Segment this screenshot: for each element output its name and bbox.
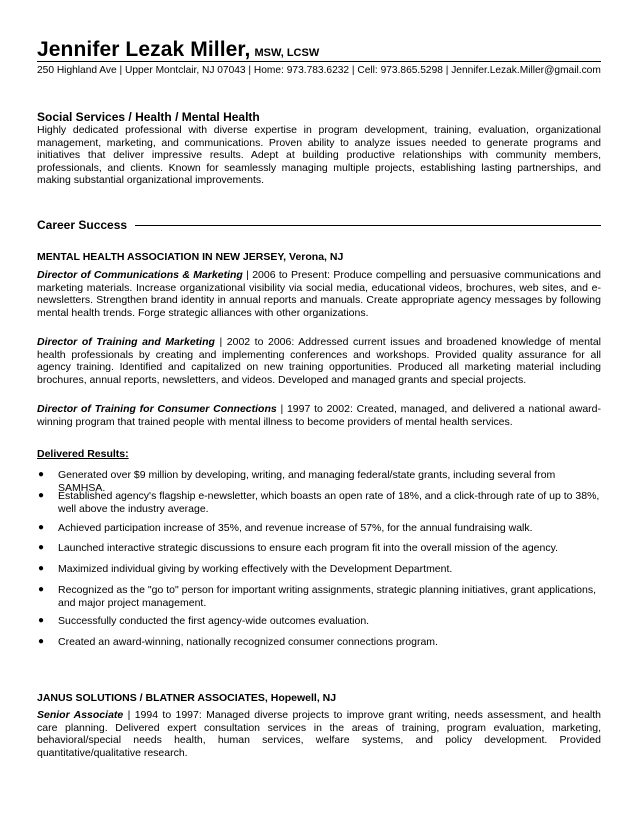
bullet-icon: ● — [38, 469, 45, 480]
career-rule — [135, 225, 601, 226]
result-text: Established agency's flagship e-newsletter, which boasts an open rate of 18%, and a click-through rate of up to 38%, well above the industry average. — [58, 490, 600, 515]
list-item — [37, 584, 601, 609]
list-item — [37, 563, 601, 576]
credentials: MSW, LCSW — [254, 47, 320, 59]
bullet-icon: ● — [38, 542, 45, 553]
role-description: 1994 to 1997: Managed diverse projects to improve grant writing, needs assessment, and health care planning. Delivered expert consultation services in the areas of training, program evaluation, marketing, behavioral/special needs health, human services, welfare systems, and policy development. Provided quantitative/qualitative research. — [37, 709, 602, 759]
role-separator: | — [276, 403, 287, 415]
role-separator: | — [214, 336, 227, 348]
result-text: Successfully conducted the first agency-wide outcomes evaluation. — [58, 615, 370, 627]
role-description: 2006 to Present: Produce compelling and persuasive communications and marketing materials. Increase organizational visibility via social media, educational videos, brochures, web sites, and e-newsletters. Strengthen brand identity in annual reports and manuals. Create appropriate agency messages by following mental health trends. Forge strategic alliances with other organizations. — [37, 269, 601, 319]
org-heading: JANUS SOLUTIONS / BLATNER ASSOCIATES, Hopewell, NJ — [37, 692, 337, 704]
list-item — [37, 542, 601, 555]
bullet-icon: ● — [38, 636, 45, 647]
bullet-icon: ● — [38, 490, 45, 501]
bullet-icon: ● — [38, 522, 45, 533]
header-rule — [37, 61, 601, 62]
list-item — [37, 636, 601, 649]
role-title: Senior Associate — [37, 709, 124, 721]
name-line — [37, 38, 319, 62]
contact-info: 250 Highland Ave | Upper Montclair, NJ 07043 | Home: 973.783.6232 | Cell: 973.865.5298 | Jennifer.Lezak.Miller@gmail.com — [37, 65, 601, 76]
role-title: Director of Training for Consumer Connections — [37, 403, 277, 415]
result-text: Maximized individual giving by working effectively with the Development Department. — [58, 563, 453, 575]
profile-summary — [37, 124, 601, 187]
result-text: Achieved participation increase of 35%, and revenue increase of 57%, for the annual fundraising walk. — [58, 522, 533, 534]
role-title: Director of Communications & Marketing — [37, 269, 243, 281]
role-description: 1997 to 2002: Created, managed, and delivered a national award-winning program that trained people with mental illness to become providers of mental health services. — [37, 403, 601, 428]
bullet-icon: ● — [38, 563, 45, 574]
results-heading: Delivered Results: — [37, 448, 129, 460]
career-heading-row — [37, 218, 601, 232]
result-text: Created an award-winning, nationally recognized consumer connections program. — [58, 636, 438, 648]
role-entry — [37, 403, 601, 428]
role-description: 2002 to 2006: Addressed current issues and broadened knowledge of mental health professionals by creating and implementing conferences and workshops. Provided quality assurance for all agency training. Identified and capitalized on new training opportunities. Produced all marketing material including brochures, annual reports, newsletters, and videos. Developed and managed grants and special projects. — [37, 336, 602, 386]
summary-text: Highly dedicated professional with diverse expertise in program development, training, evaluation, organizational management, marketing, and communications. Proven ability to analyze issues needed to generate programs and initiatives that deliver impressive results. Adept at building productive relationships with community members, professionals, and clients. Known for seamlessly managing multiple projects, establishing lasting partnerships, and making substantial organizational improvements. — [37, 124, 601, 187]
role-title: Director of Training and Marketing — [37, 336, 215, 348]
role-entry — [37, 336, 601, 386]
bullet-icon: ● — [38, 615, 45, 626]
list-item — [37, 490, 601, 515]
result-text: Generated over $9 million by developing, writing, and managing federal/state grants, including several from SAMHSA. — [58, 469, 556, 494]
career-heading: Career Success — [37, 218, 128, 232]
role-entry — [37, 269, 601, 319]
result-text: Launched interactive strategic discussions to ensure each program fit into the overall mission of the agency. — [58, 542, 558, 554]
result-text: Recognized as the "go to" person for important writing assignments, strategic planning initiatives, grant applications, and major project management. — [58, 584, 596, 609]
profile-heading: Social Services / Health / Mental Health — [37, 110, 260, 124]
role-separator: | — [242, 269, 253, 281]
list-item — [37, 615, 601, 628]
bullet-icon: ● — [38, 584, 45, 595]
role-entry — [37, 709, 601, 759]
list-item — [37, 522, 601, 535]
org-heading: MENTAL HEALTH ASSOCIATION IN NEW JERSEY, Verona, NJ — [37, 251, 344, 263]
role-separator: | — [123, 709, 135, 721]
candidate-name: Jennifer Lezak Miller, — [37, 38, 251, 61]
